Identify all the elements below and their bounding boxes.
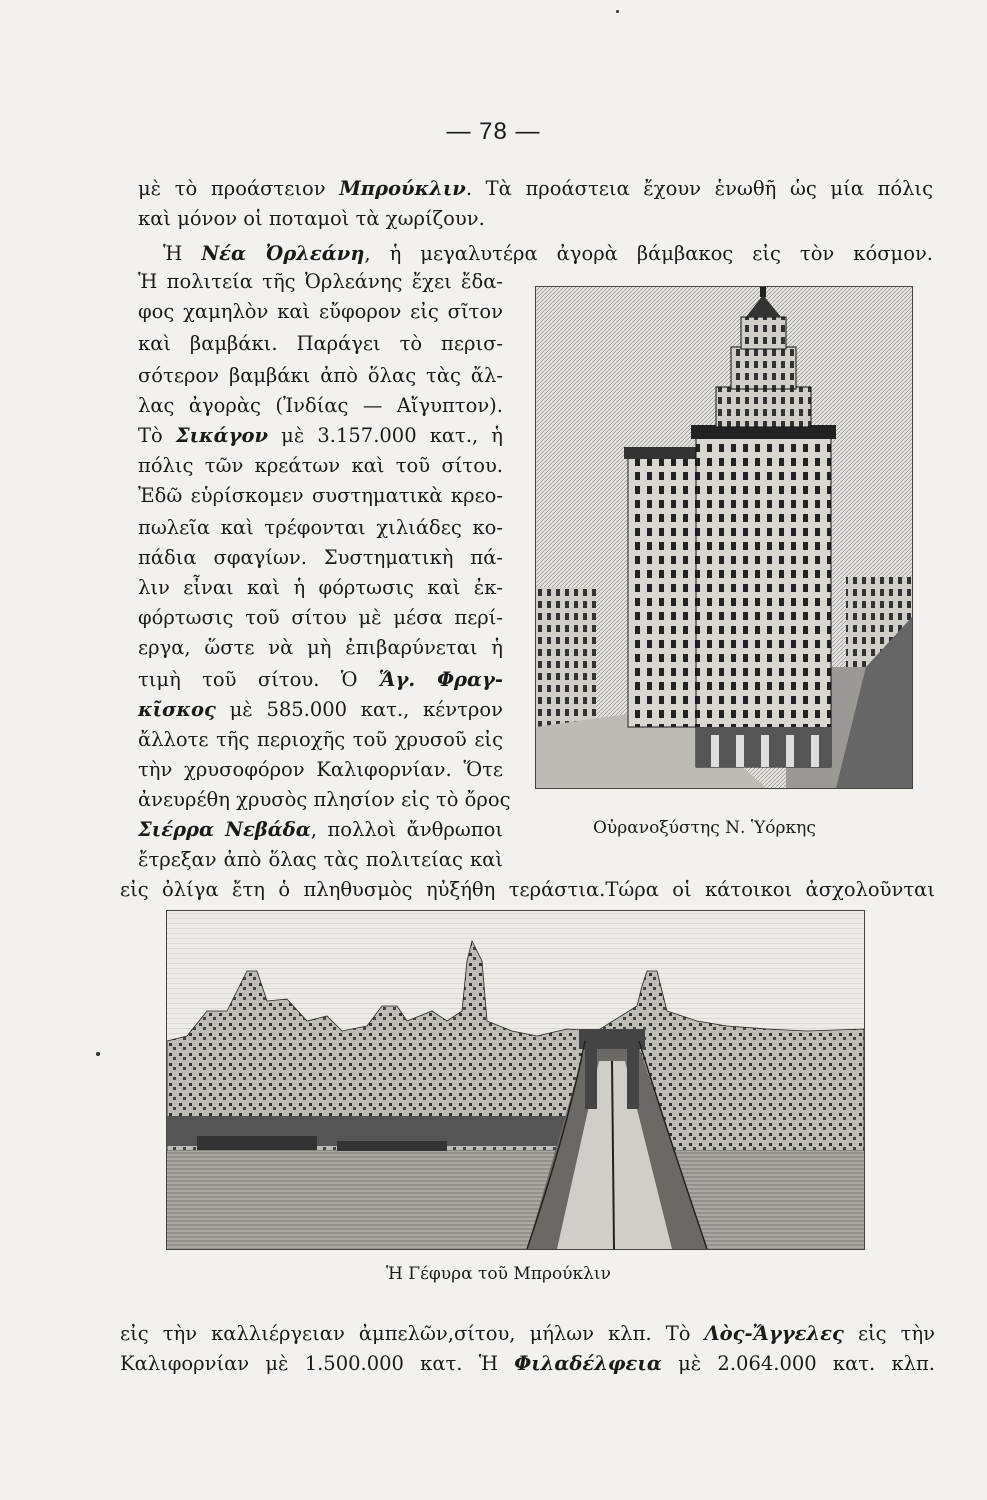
text-line: Ἐδῶ εὑρίσκομεν συστηματικὰ κρεο- xyxy=(138,484,503,507)
text-line: ἀνευρέθη χρυσὸς πλησίον εἰς τὸ ὄρος xyxy=(138,788,511,811)
page-number: — 78 — xyxy=(446,118,541,145)
text-line: πόλις τῶν κρεάτων καὶ τοῦ σίτου. xyxy=(138,454,503,477)
ink-speck xyxy=(96,1052,100,1056)
text-line: κῖσκος μὲ 585.000 κατ., κέντρον xyxy=(138,698,503,721)
emphasis: Μπρούκλιν xyxy=(339,177,466,200)
bridge-caption: Ἡ Γέφυρα τοῦ Μπρούκλιν xyxy=(386,1264,611,1284)
text-line: εἰς ὀλίγα ἔτη ὁ πληθυσμὸς ηὐξήθη τεράστια.Τώρα οἱ κάτοικοι ἀσχολοῦνται xyxy=(120,878,935,901)
text-line: ἔτρεξαν ἀπὸ ὅλας τὰς πολιτείας καὶ xyxy=(138,848,503,871)
text-line: καὶ μόνον οἱ ποταμοὶ τὰ χωρίζουν. xyxy=(138,207,485,230)
emphasis: Σιέρρα Νεβάδα xyxy=(138,818,311,841)
text-line: ἄλλοτε τῆς περιοχῆς τοῦ χρυσοῦ εἰς xyxy=(138,728,503,751)
skyscraper-illustration xyxy=(535,286,913,789)
text-line: σότερον βαμβάκι ἀπὸ ὅλας τὰς ἄλ- xyxy=(138,364,503,387)
text-line: Τὸ Σικάγον μὲ 3.157.000 κατ., ἡ xyxy=(138,424,503,447)
text-line: τὴν χρυσοφόρον Καλιφορνίαν. Ὅτε xyxy=(138,758,503,781)
text-line: πωλεῖα καὶ τρέφονται χιλιάδες κο- xyxy=(138,516,503,539)
emphasis: κῖσκος xyxy=(138,698,216,721)
text-line: καὶ βαμβάκι. Παράγει τὸ περισ- xyxy=(138,332,503,355)
emphasis: Φιλαδέλφεια xyxy=(514,1352,662,1375)
skyscraper-caption: Οὐρανοξύστης Ν. Ὑόρκης xyxy=(593,818,816,838)
ink-speck xyxy=(616,10,619,13)
text-line: μὲ τὸ προάστειον Μπρούκλιν. Τὰ προάστεια ἔχουν ἑνωθῆ ὡς μία πόλις xyxy=(138,177,933,200)
brooklyn-bridge-drawing xyxy=(167,911,864,1249)
brooklyn-bridge-illustration xyxy=(166,910,865,1250)
text-line: Ἡ Νέα Ὀρλεάνη, ἡ μεγαλυτέρα ἀγορὰ βάμβακος εἰς τὸν κόσμον. xyxy=(163,242,933,265)
text-line: εργα, ὥστε νὰ μὴ ἐπιβαρύνεται ἡ xyxy=(138,636,503,659)
text-line: φος χαμηλὸν καὶ εὔφορον εἰς σῖτον xyxy=(138,300,503,323)
text-line: τιμὴ τοῦ σίτου. Ὁ Ἅγ. Φραγ- xyxy=(138,668,504,691)
emphasis: Νέα Ὀρλεάνη xyxy=(201,242,365,265)
text-line: λας ἀγορὰς (Ἰνδίας — Αἴγυπτον). xyxy=(138,394,503,417)
text-line: φόρτωσις τοῦ σίτου μὲ μέσα περί- xyxy=(138,606,503,629)
text-line: Σιέρρα Νεβάδα, πολλοὶ ἄνθρωποι xyxy=(138,818,503,841)
skyscraper-drawing xyxy=(536,287,912,788)
text-line: εἰς τὴν καλλιέργειαν ἀμπελῶν,σίτου, μήλων κλπ. Τὸ Λὸς-Ἄγγελες εἰς τὴν xyxy=(120,1322,935,1345)
emphasis: Ἅγ. Φραγ- xyxy=(378,668,504,691)
emphasis: Σικάγον xyxy=(175,424,269,447)
emphasis: Λὸς-Ἄγγελες xyxy=(704,1322,844,1345)
text-line: Ἡ πολιτεία τῆς Ὀρλεάνης ἔχει ἔδα- xyxy=(138,270,503,293)
text-line: πάδια σφαγίων. Συστηματικὴ πά- xyxy=(138,546,503,569)
text-line: Καλιφορνίαν μὲ 1.500.000 κατ. Ἡ Φιλαδέλφεια μὲ 2.064.000 κατ. κλπ. xyxy=(120,1352,936,1375)
text-line: λιν εἶναι καὶ ἡ φόρτωσις καὶ ἐκ- xyxy=(138,576,503,599)
